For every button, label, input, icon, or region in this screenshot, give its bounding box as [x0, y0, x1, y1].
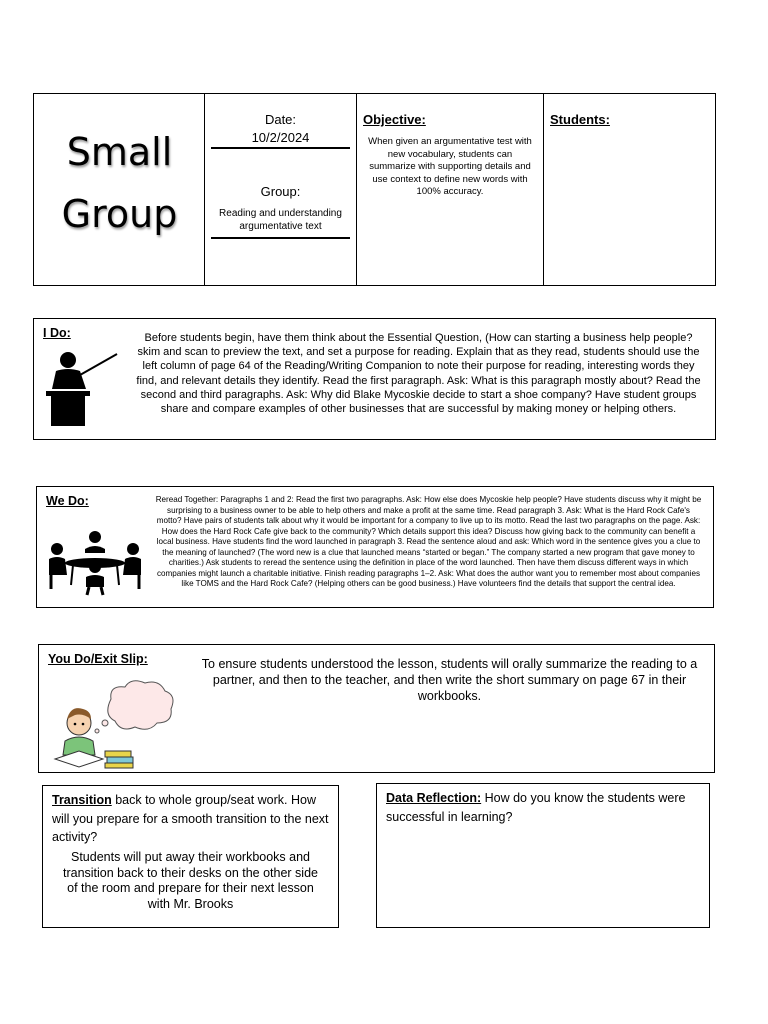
you-do-section — [38, 644, 715, 773]
header-table — [33, 93, 716, 286]
date-group-cell — [205, 94, 357, 285]
you-do-label: You Do/Exit Slip: — [48, 652, 148, 666]
date-value: 10/2/2024 — [251, 130, 310, 145]
transition-box — [42, 785, 339, 928]
data-reflection-box — [376, 783, 710, 928]
i-do-text: Before students begin, have them think about the Essential Question, (How can starting a business help people? skim and scan to preview the text, and set a purpose for reading. Explain that as they read, students should use the left column of page 64 of the Reading/Writing Companion to note their purpose for reading, interesting words they find, and relevant details they identify. Read the first paragraph. Ask: What is this paragraph mostly about? Read the second and third paragraphs. Ask: Why did Blake Mycoskie decide to start a shoe company? Have student groups share and compare examples of other businesses that are successful by making money or helping others. — [136, 332, 701, 416]
title-line-1-overlay — [34, 130, 205, 174]
title-cell — [34, 94, 205, 285]
i-do-label: I Do: — [43, 326, 71, 340]
transition-prompt: back to whole group/seat work. How will you prepare for a smooth transition to the next activity? — [52, 793, 329, 844]
teacher-icon — [42, 349, 122, 429]
group-label: Group: — [260, 184, 301, 199]
data-reflection-label: Data Reflection: — [386, 791, 482, 805]
group-value: Reading and understanding argumentative text — [219, 208, 342, 232]
title-group: Group — [61, 192, 178, 236]
data-reflection-block — [386, 789, 701, 826]
i-do-section — [33, 318, 716, 440]
transition-answer: Students will put away their workbooks and transition back to their desks on the other side of the room and prepare for their next lesson with Mr. Brooks — [62, 850, 318, 911]
student-thinking-icon — [49, 679, 175, 771]
transition-label: Transition — [52, 793, 112, 807]
title-line-2 — [34, 192, 205, 236]
objective-label: Objective: — [363, 112, 426, 127]
we-do-label: We Do: — [46, 494, 89, 508]
group-table-icon — [45, 529, 145, 597]
students-cell — [544, 94, 715, 285]
data-reflection-prompt: How do you know the students were successful in learning? — [386, 791, 686, 824]
students-label: Students: — [550, 112, 610, 127]
transition-prompt-block — [52, 791, 330, 847]
we-do-section — [36, 486, 714, 608]
group-underline — [211, 237, 350, 239]
date-underline — [211, 147, 350, 149]
title-small: Small — [66, 130, 173, 174]
you-do-text: To ensure students understood the lesson, students will orally summarize the reading to a partner, and then to the teacher, and then write the short summary on page 67 in their workbooks. — [201, 657, 698, 703]
date-label: Date: — [264, 112, 297, 127]
objective-cell — [357, 94, 544, 285]
we-do-text: Reread Together: Paragraphs 1 and 2: Read the first two paragraphs. Ask: How else does Mycoskie help people? Have students discuss why it might be surprising to a business owner to be able to help others and make a profit at the same time. Read paragraph 3. Ask: What is the Hard Rock Cafe's motto? Have pairs of students talk about why it would be important for a company to live up to its motto. Read the last two paragraphs on the page. Ask: How does the Hard Rock Cafe give back to the community? Which details support this idea? Discuss how giving back to the community can benefit a local business. Have students find the word launched in paragraph 3. Read the sentence aloud and ask: Which word in the sentence gives you a clue to the meaning of launched? (The word new is a clue that launched means “started or began.” The company started a new program that gave money to charities.) Ask students to reread the sentence using the definition in place of the word launched. Then have them discuss different ways in which companies might launch a charitable initiative. Finish reading paragraphs 1–2. Ask: What does the author want you to remember most about companies like TOMS and the Hard Rock Cafe? (Helping others can be good business.) Have volunteers find the details that support the central idea. — [155, 495, 702, 589]
objective-text: When given an argumentative test with new vocabulary, students can summarize with supporting details and use context to define new words with 100% accuracy. — [368, 136, 532, 197]
